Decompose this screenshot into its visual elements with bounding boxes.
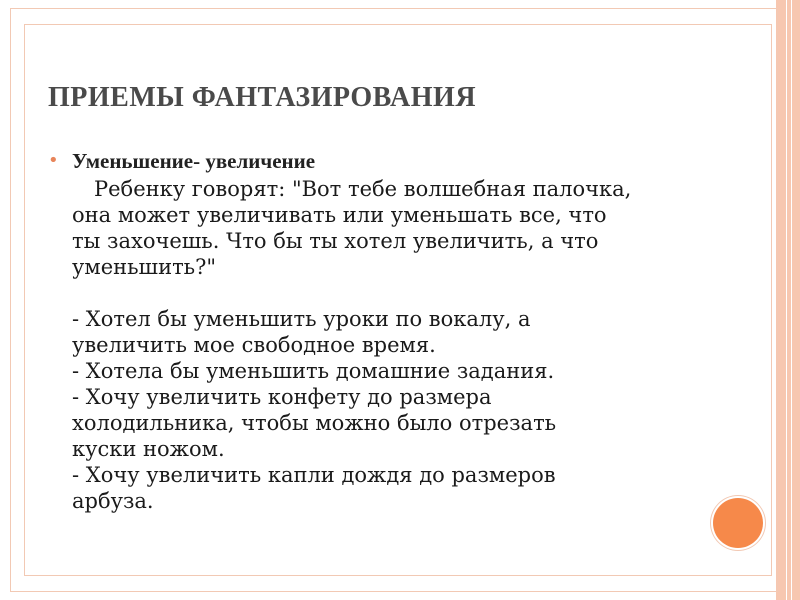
intro-line: уменьшить?" xyxy=(72,255,217,279)
bullet-icon: • xyxy=(48,150,59,171)
spacer xyxy=(48,280,698,306)
answer-line: холодильника, чтобы можно было отрезать xyxy=(72,411,557,435)
answers-paragraph xyxy=(72,306,698,514)
intro-line: она может увеличивать или уменьшать все, что xyxy=(72,203,607,227)
answer-line: - Хочу увеличить конфету до размера xyxy=(72,385,492,409)
slide-title: ПРИЕМЫ ФАНТАЗИРОВАНИЯ xyxy=(48,82,477,113)
answer-line: арбуза. xyxy=(72,489,154,513)
decor-side-lines xyxy=(786,0,792,600)
answer-line: - Хотел бы уменьшить уроки по вокалу, а xyxy=(72,307,531,331)
bullet-item xyxy=(48,148,698,176)
decor-orange-circle xyxy=(713,498,763,548)
answer-line: увеличить мое свободное время. xyxy=(72,333,436,357)
intro-line: ты захочешь. Что бы ты хотел увеличить, а что xyxy=(72,229,599,253)
intro-line: Ребенку говорят: "Вот тебе волшебная палочка, xyxy=(94,177,632,201)
answer-line: - Хочу увеличить капли дождя до размеров xyxy=(72,463,556,487)
intro-paragraph xyxy=(72,176,698,280)
answer-line: куски ножом. xyxy=(72,437,225,461)
answer-line: - Хотела бы уменьшить домашние задания. xyxy=(72,359,555,383)
slide-content xyxy=(48,148,698,514)
bullet-heading: Уменьшение- увеличение xyxy=(72,149,316,173)
